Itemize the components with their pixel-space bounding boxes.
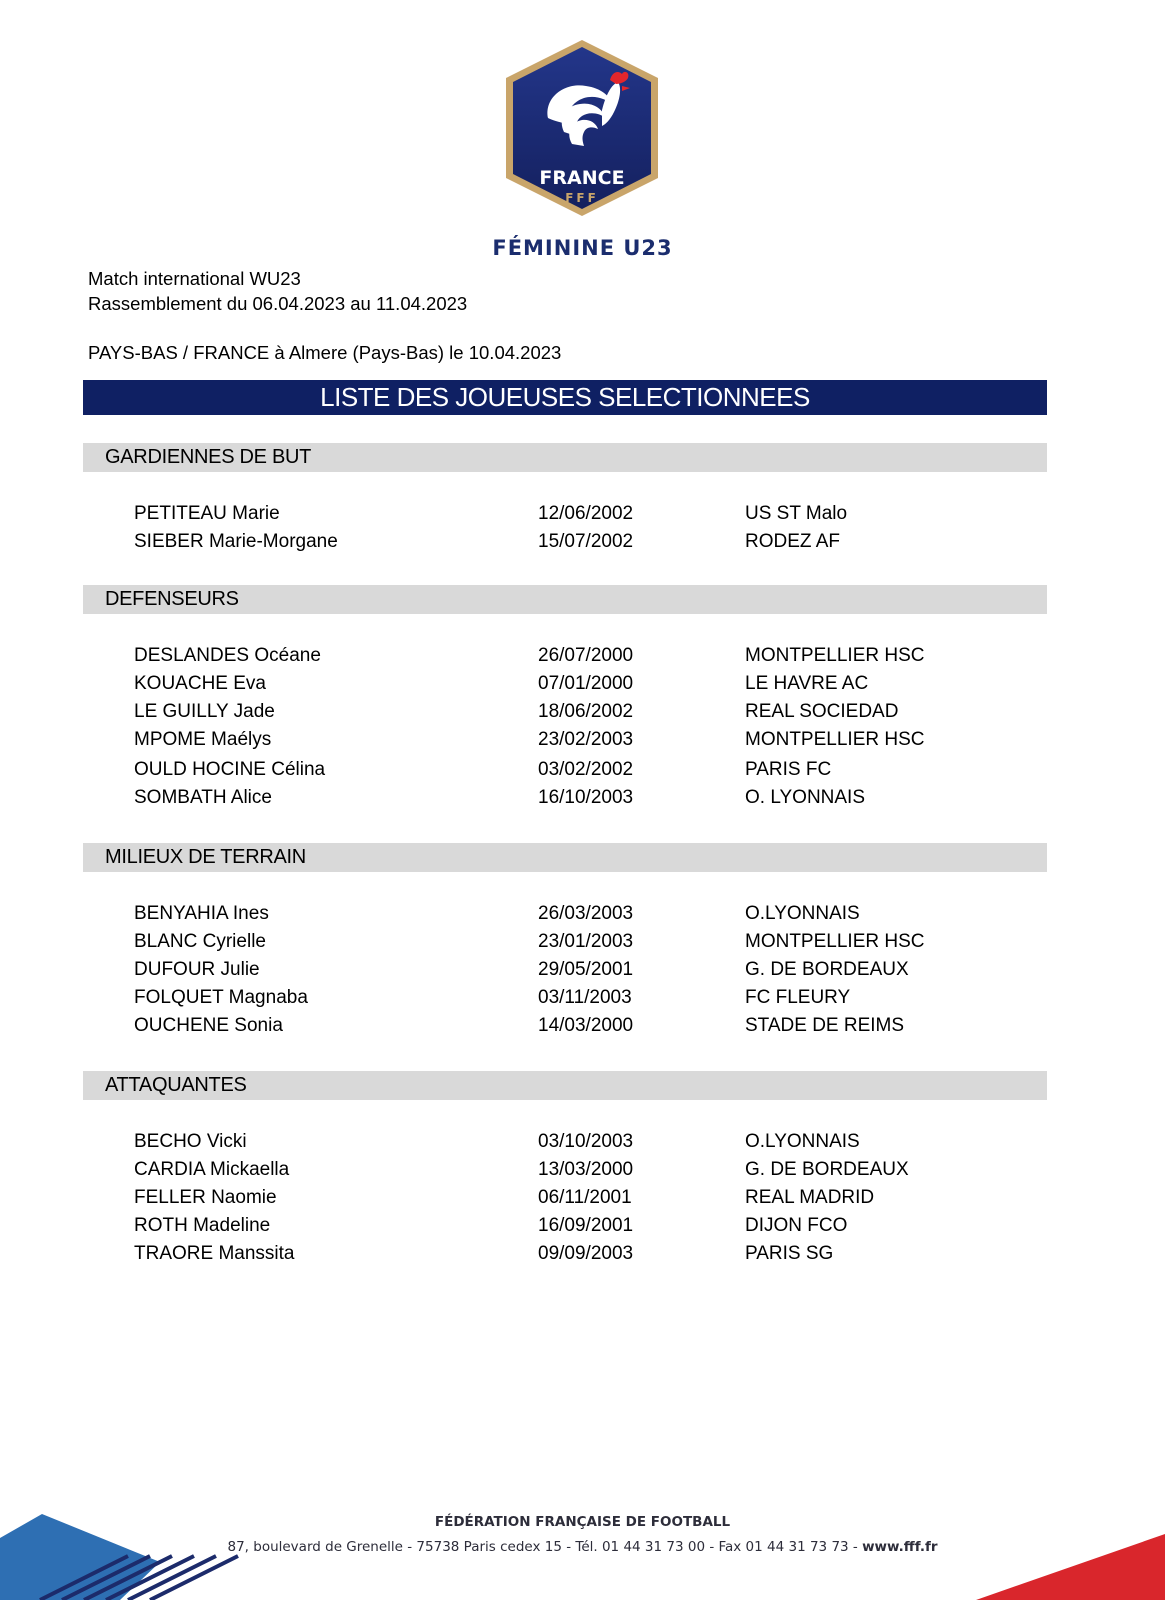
player-dob: 12/06/2002 [538, 503, 634, 524]
player-dob: 14/03/2000 [538, 1015, 634, 1036]
player-row [0, 1240, 1165, 1268]
player-dob: 23/01/2003 [538, 931, 634, 952]
player-dob: 26/07/2000 [538, 645, 634, 666]
player-row [0, 900, 1165, 928]
player-name: FELLER Naomie [134, 1187, 277, 1208]
player-name: ROTH Madeline [134, 1215, 271, 1236]
player-club: REAL SOCIEDAD [745, 701, 899, 722]
player-name: LE GUILLY Jade [134, 701, 275, 722]
player-row [0, 1012, 1165, 1040]
player-name: BECHO Vicki [134, 1131, 247, 1152]
player-club: DIJON FCO [745, 1215, 848, 1236]
player-row [0, 984, 1165, 1012]
player-club: REAL MADRID [745, 1187, 875, 1208]
player-club: PARIS SG [745, 1243, 834, 1264]
player-name: CARDIA Mickaella [134, 1159, 290, 1180]
player-name: PETITEAU Marie [134, 503, 280, 524]
player-name: KOUACHE Eva [134, 673, 266, 694]
player-row [0, 1128, 1165, 1156]
footer-address-line [0, 1539, 1165, 1555]
player-club: O.LYONNAIS [745, 903, 860, 924]
section-header-defenders: DEFENSEURS [83, 585, 1047, 614]
player-name: TRAORE Manssita [134, 1243, 295, 1264]
fixture-line: PAYS-BAS / FRANCE à Almere (Pays-Bas) le 10.04.2023 [88, 342, 562, 363]
player-club: PARIS FC [745, 759, 832, 780]
player-row [0, 784, 1165, 812]
team-label: FÉMININE U23 [492, 236, 673, 260]
player-row [0, 756, 1165, 784]
page-title: LISTE DES JOUEUSES SELECTIONNEES [83, 380, 1047, 415]
fff-crest-logo [506, 40, 658, 216]
player-row [0, 698, 1165, 726]
player-name: DUFOUR Julie [134, 959, 260, 980]
player-row [0, 500, 1165, 528]
player-name: SIEBER Marie-Morgane [134, 531, 338, 552]
player-name: OULD HOCINE Célina [134, 759, 326, 780]
player-dob: 18/06/2002 [538, 701, 634, 722]
player-row [0, 726, 1165, 754]
player-name: SOMBATH Alice [134, 787, 272, 808]
player-club: O. LYONNAIS [745, 787, 866, 808]
player-club: G. DE BORDEAUX [745, 959, 909, 980]
player-club: RODEZ AF [745, 531, 841, 552]
section-header-midfielders: MILIEUX DE TERRAIN [83, 843, 1047, 872]
player-club: MONTPELLIER HSC [745, 645, 925, 666]
player-dob: 23/02/2003 [538, 729, 634, 750]
player-club: MONTPELLIER HSC [745, 931, 925, 952]
player-row [0, 1184, 1165, 1212]
player-name: BENYAHIA Ines [134, 903, 269, 924]
player-club: US ST Malo [745, 503, 848, 524]
crest-subtext: FFF [565, 191, 599, 205]
player-row [0, 928, 1165, 956]
player-name: BLANC Cyrielle [134, 931, 266, 952]
section-header-forwards: ATTAQUANTES [83, 1071, 1047, 1100]
player-row [0, 1156, 1165, 1184]
player-row [0, 1212, 1165, 1240]
player-name: DESLANDES Océane [134, 645, 321, 666]
player-club: FC FLEURY [745, 987, 851, 1008]
player-dob: 03/10/2003 [538, 1131, 634, 1152]
player-name: FOLQUET Magnaba [134, 987, 308, 1008]
player-dob: 16/10/2003 [538, 787, 634, 808]
section-header-goalkeepers: GARDIENNES DE BUT [83, 443, 1047, 472]
footer-organization: FÉDÉRATION FRANÇAISE DE FOOTBALL [434, 1514, 731, 1530]
player-dob: 03/02/2002 [538, 759, 634, 780]
player-club: MONTPELLIER HSC [745, 729, 925, 750]
player-name: MPOME Maélys [134, 729, 272, 750]
player-club: STADE DE REIMS [745, 1015, 905, 1036]
footer-address: 87, boulevard de Grenelle - 75738 Paris cedex 15 - Tél. 01 44 31 73 00 - Fax 01 44 31 73 73 - [227, 1539, 863, 1555]
gathering-dates-line: Rassemblement du 06.04.2023 au 11.04.2023 [88, 293, 468, 314]
player-club: LE HAVRE AC [745, 673, 869, 694]
player-row [0, 670, 1165, 698]
player-dob: 13/03/2000 [538, 1159, 634, 1180]
player-row [0, 956, 1165, 984]
player-dob: 16/09/2001 [538, 1215, 634, 1236]
player-dob: 15/07/2002 [538, 531, 634, 552]
player-dob: 26/03/2003 [538, 903, 634, 924]
player-dob: 29/05/2001 [538, 959, 634, 980]
player-dob: 07/01/2000 [538, 673, 634, 694]
footer-website-link[interactable]: www.fff.fr [862, 1539, 938, 1555]
player-club: G. DE BORDEAUX [745, 1159, 909, 1180]
crest-text: FRANCE [539, 167, 625, 189]
player-row [0, 528, 1165, 556]
player-name: OUCHENE Sonia [134, 1015, 283, 1036]
match-info-line: Match international WU23 [88, 268, 301, 289]
player-dob: 09/09/2003 [538, 1243, 634, 1264]
player-dob: 03/11/2003 [538, 987, 632, 1008]
player-row [0, 642, 1165, 670]
player-dob: 06/11/2001 [538, 1187, 632, 1208]
player-club: O.LYONNAIS [745, 1131, 860, 1152]
